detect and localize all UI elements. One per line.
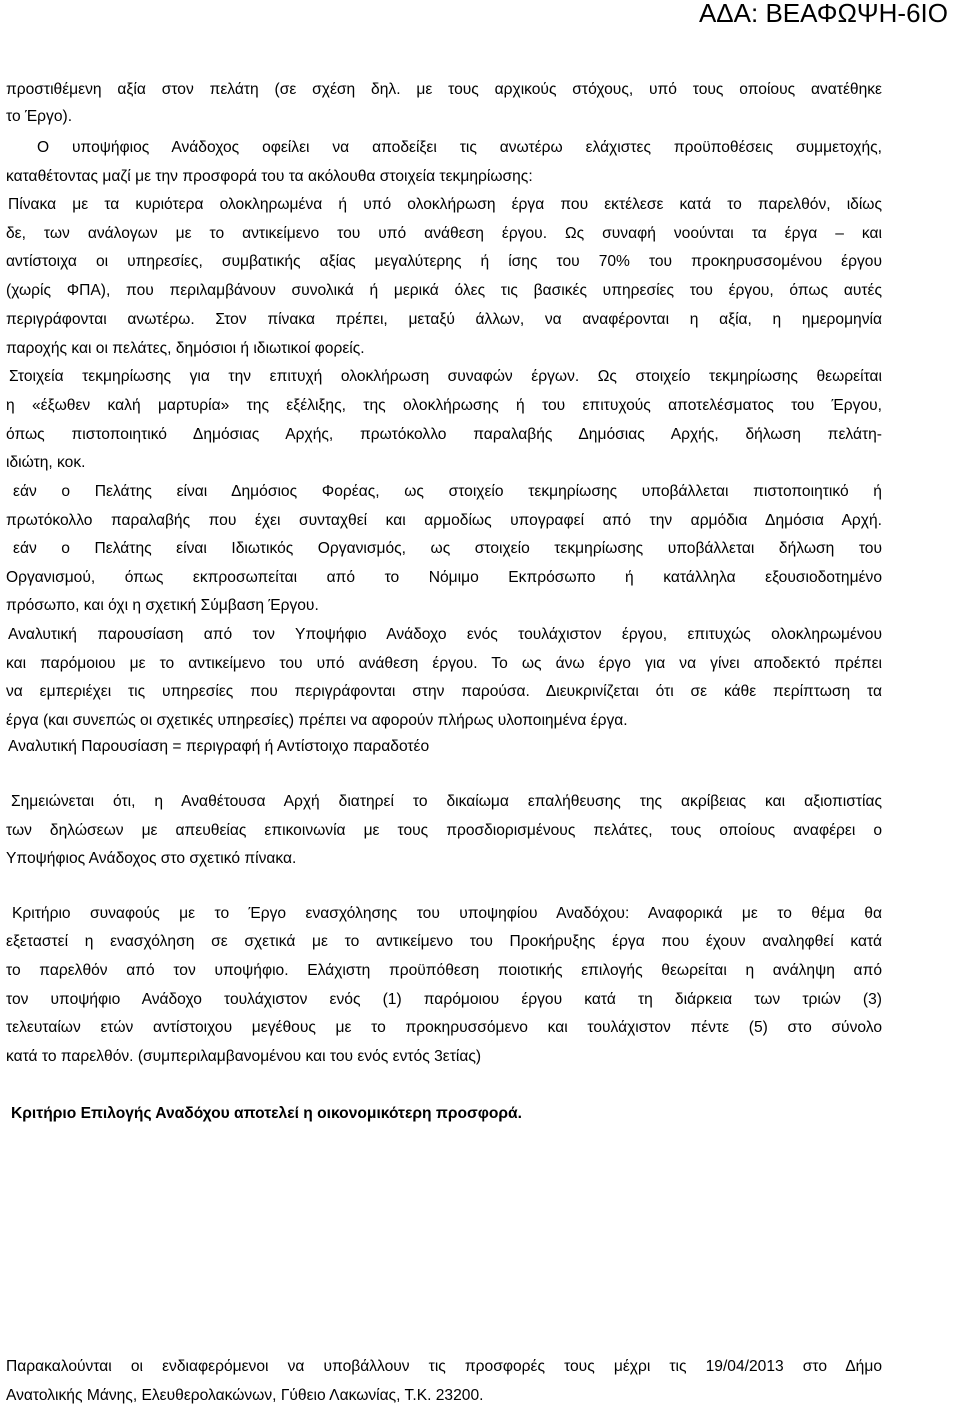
body-line: έργα (και συνεπώς οι σχετικές υπηρεσίες) πρέπει να αφορούν πλήρως υλοποιημένα έργα. xyxy=(6,712,628,729)
body-line: κατά το παρελθόν. (συμπεριλαμβανομένου και του ενός εντός 3ετίας) xyxy=(6,1048,482,1065)
body-line: Αναλυτική Παρουσίαση = περιγραφή ή Αντίστοιχο παραδοτέο xyxy=(8,738,430,755)
body-line: δε, των ανάλογων με το αντικείμενο του υπό ανάθεση έργου. Ως συναφή νοούνται τα έργα – και xyxy=(6,225,882,242)
body-line: εάν ο Πελάτης είναι Δημόσιος Φορέας, ως στοιχείο τεκμηρίωσης υποβάλλεται πιστοποιητικό ή xyxy=(13,483,882,500)
body-line: Παρακαλούνται οι ενδιαφερόμενοι να υποβάλλουν τις προσφορές τους μέχρι τις 19/04/2013 στο Δήμο xyxy=(6,1358,882,1375)
body-line: Ανατολικής Μάνης, Ελευθερολακώνων, Γύθειο Λακωνίας, Τ.Κ. 23200. xyxy=(6,1387,484,1404)
body-line: Ο υποψήφιος Ανάδοχος οφείλει να αποδείξει τις ανωτέρω ελάχιστες προϋποθέσεις συμμετοχής, xyxy=(37,139,882,156)
body-line: Αναλυτική παρουσίαση από τον Υποψήφιο Ανάδοχο ενός τουλάχιστον έργου, επιτυχώς ολοκληρωμένου xyxy=(8,626,882,643)
body-line: η «έξωθεν καλή μαρτυρία» της εξέλιξης, της ολοκλήρωσης ή του επιτυχούς αποτελέσματος του Έργου, xyxy=(6,397,882,414)
body-line: (χωρίς ΦΠΑ), που περιλαμβάνουν συνολικά ή μερικά όλες τις βασικές υπηρεσίες του έργου, όπως αυτές xyxy=(6,282,882,299)
body-line: Πίνακα με τα κυριότερα ολοκληρωμένα ή υπό ολοκλήρωση έργα που εκτέλεσε κατά το παρελθόν, ιδίως xyxy=(8,196,882,213)
ada-code: ΑΔΑ: ΒΕΑΦΩΨΗ-6ΙΟ xyxy=(698,0,948,28)
body-line: Κριτήριο συναφούς με το Έργο ενασχόλησης του υποψηφίου Αναδόχου: Αναφορικά με το θέμα θα xyxy=(12,905,882,922)
body-line: εξεταστεί η ενασχόληση σε σχετικά με το αντικείμενο του Προκήρυξης έργα που έχουν αναληφθεί κατά xyxy=(6,933,882,950)
body-line: εάν ο Πελάτης είναι Ιδιωτικός Οργανισμός, ως στοιχείο τεκμηρίωσης υποβάλλεται δήλωση του xyxy=(13,540,882,557)
body-line: πρόσωπο, και όχι η σχετική Σύμβαση Έργου. xyxy=(6,597,319,614)
body-line: αντίστοιχα οι υπηρεσίες, συμβατικής αξίας μεγαλύτερης ή ίσης του 70% του προκηρυσσομένου έργου xyxy=(6,253,882,270)
body-line: Υποψήφιος Ανάδοχος στο σχετικό πίνακα. xyxy=(6,850,297,867)
body-line: Οργανισμού, όπως εκπροσωπείται από το Νόμιμο Εκπρόσωπο ή κατάλληλα εξουσιοδοτημένο xyxy=(6,569,882,586)
body-line: και παρόμοιου με το αντικείμενο του υπό ανάθεση έργου. Το ως άνω έργο για να γίνει αποδεκτό πρέπει xyxy=(6,655,882,672)
body-line: περιγράφονται ανωτέρω. Στον πίνακα πρέπει, μεταξύ άλλων, να αναφέρονται η αξία, η ημερομηνία xyxy=(6,311,882,328)
body-line: το παρελθόν από τον υποψήφιο. Ελάχιστη προϋπόθεση ποιοτικής επιλογής θεωρείται η ανάληψη από xyxy=(6,962,882,979)
body-line: ιδιώτη, κοκ. xyxy=(6,454,86,471)
body-line: Στοιχεία τεκμηρίωσης για την επιτυχή ολοκλήρωση συναφών έργων. Ως στοιχείο τεκμηρίωσης θεωρείται xyxy=(9,368,882,385)
body-line: να εμπεριέχει τις υπηρεσίες που περιγράφονται στην παρούσα. Διευκρινίζεται ότι σε κάθε περίπτωση τα xyxy=(6,683,882,700)
body-line: τελευταίων ετών αντίστοιχου μεγέθους με το προκηρυσσόμενο και τουλάχιστον πέντε (5) στο σύνολο xyxy=(6,1019,882,1036)
body-line: παροχής και οι πελάτες, δημόσιοι ή ιδιωτικοί φορείς. xyxy=(6,340,365,357)
body-line: Σημειώνεται ότι, η Αναθέτουσα Αρχή διατηρεί το δικαίωμα επαλήθευσης της ακρίβειας και αξιοπιστίας xyxy=(11,793,882,810)
body-line: προστιθέμενη αξία στον πελάτη (σε σχέση δηλ. με τους αρχικούς στόχους, υπό τους οποίους ανατέθηκε xyxy=(6,81,882,98)
body-line: το Έργο). xyxy=(6,108,73,125)
body-line: τον υποψήφιο Ανάδοχο τουλάχιστον ενός (1) παρόμοιου έργου κατά τη διάρκεια των τριών (3) xyxy=(6,991,882,1008)
body-line: των δηλώσεων με απευθείας επικοινωνία με τους προσδιορισμένους πελάτες, τους οποίους αναφέρει ο xyxy=(6,822,882,839)
body-line: πρωτόκολλο παραλαβής που έχει συνταχθεί και αρμοδίως υπογραφεί από την αρμόδια Δημόσια Αρχή. xyxy=(6,512,882,529)
body-line: καταθέτοντας μαζί με την προσφορά του τα ακόλουθα στοιχεία τεκμηρίωσης: xyxy=(6,168,533,185)
selection-criterion-heading: Κριτήριο Επιλογής Αναδόχου αποτελεί η οικονομικότερη προσφορά. xyxy=(11,1105,522,1122)
body-line: όπως πιστοποιητικό Δημόσιας Αρχής, πρωτόκολλο παραλαβής Δημόσιας Αρχής, δήλωση πελάτη- xyxy=(6,426,882,443)
